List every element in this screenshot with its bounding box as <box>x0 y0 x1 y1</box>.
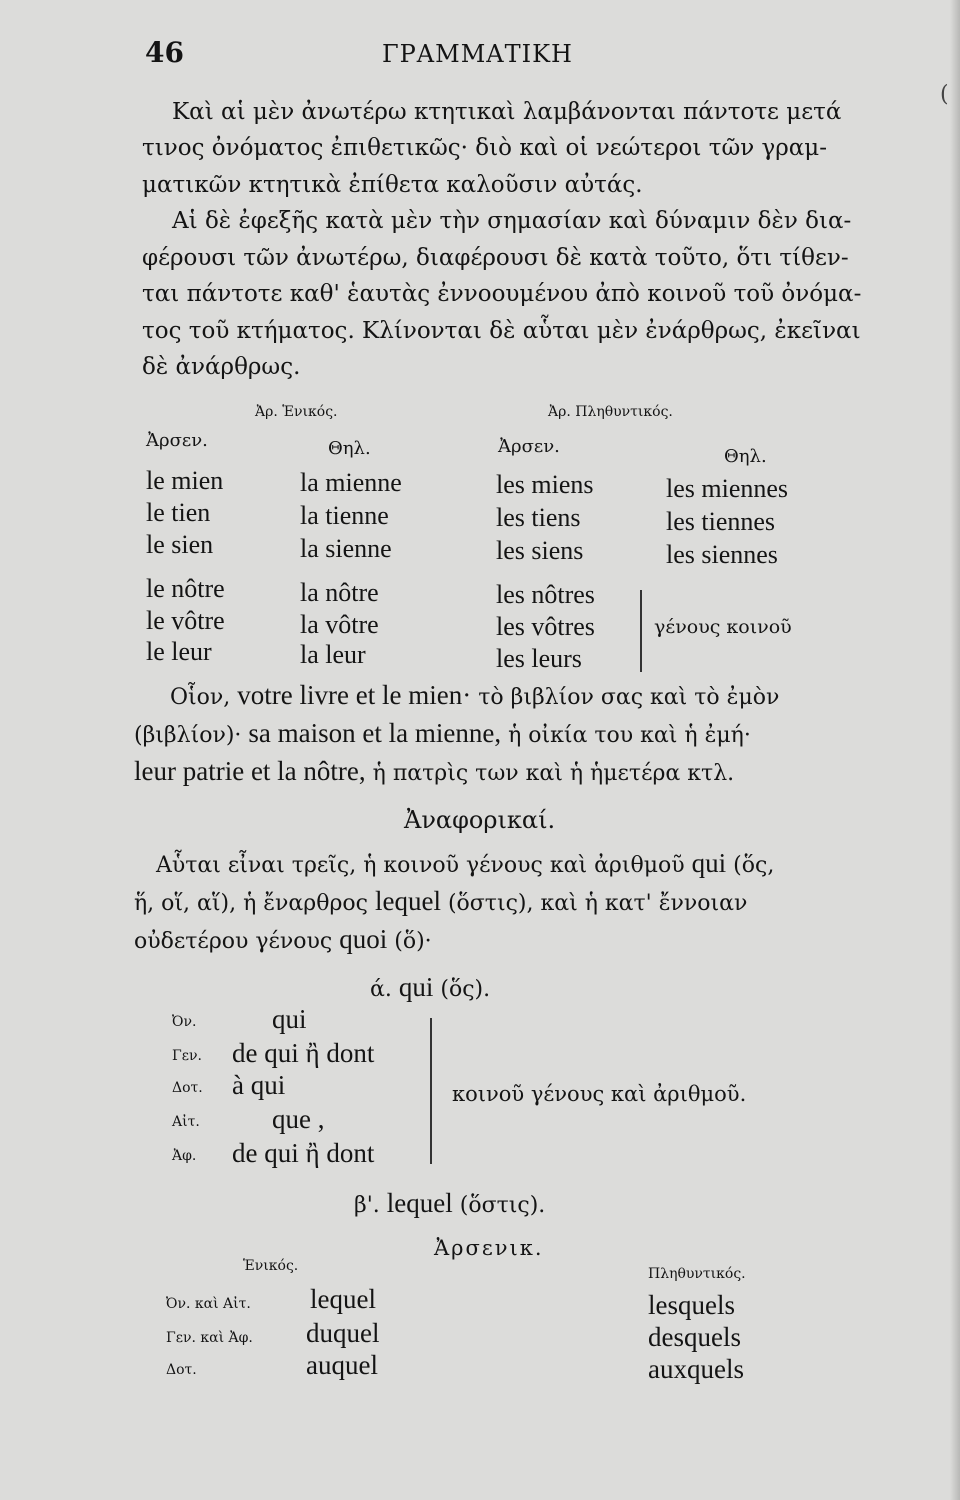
col-header-masc-pl: Ἀρσεν. <box>498 436 560 457</box>
row4-masc-sg: le nôtre <box>146 574 225 603</box>
lequel-case-1: Ὀν. καὶ Αἰτ. <box>166 1296 251 1312</box>
relatives-1-greek-2: (ὅς, <box>733 853 775 878</box>
example-3-greek: ἡ πατρὶς των καὶ ἡ ἡμετέρα κτλ. <box>372 761 735 786</box>
row5-masc-sg: le vôtre <box>146 606 225 635</box>
lequel-singular: Ἑνικός. <box>243 1258 299 1274</box>
lequel-plur-3: auxquels <box>648 1354 744 1384</box>
example-1-greek: τὸ βιβλίον σας καὶ τὸ ἐμὸν <box>478 685 780 710</box>
case-gen: Γεν. <box>172 1048 202 1064</box>
intro-line-8: δὲ ἀνάρθρως. <box>142 354 301 380</box>
relatives-3-french: quoi <box>339 924 388 954</box>
lequel-title <box>354 1188 545 1219</box>
page-edge-shadow <box>950 0 960 1500</box>
row1-fem-sg: la mienne <box>300 468 402 497</box>
lequel-plural: Πληθυντικός. <box>648 1266 746 1282</box>
common-gender-note: γένους κοινοῦ <box>654 616 792 638</box>
example-2-intro: (βιβλίον)· <box>134 723 242 748</box>
lequel-sing-1: lequel <box>310 1284 376 1314</box>
example-1-intro: Οἷον, <box>170 685 231 710</box>
relatives-3-greek-2: (ὅ)· <box>394 929 432 954</box>
case-abl: Ἀφ. <box>172 1148 197 1164</box>
row3-fem-pl: les siennes <box>666 540 778 569</box>
intro-line-2: τινος ὀνόματος ἐπιθετικῶς· διὸ καὶ οἱ νεώτεροι τῶν γραμ- <box>142 135 828 161</box>
qui-title <box>370 972 490 1003</box>
qui-brace <box>422 1018 432 1164</box>
row1-fem-pl: les miennes <box>666 474 789 503</box>
lequel-title-num: β'. <box>354 1193 380 1218</box>
form-acc: que , <box>272 1104 325 1134</box>
col-header-fem-sg: Θηλ. <box>328 438 371 459</box>
intro-line-1: Καὶ αἱ μὲν ἀνωτέρω κτητικαὶ λαμβάνονται πάντοτε μετά <box>172 99 842 125</box>
row6-masc-sg: le leur <box>146 637 212 666</box>
lequel-case-2: Γεν. καὶ Ἀφ. <box>166 1330 253 1346</box>
relatives-line-2 <box>134 886 747 917</box>
row3-fem-sg: la sienne <box>300 534 392 563</box>
case-acc: Αἰτ. <box>172 1114 200 1130</box>
example-3-french: leur patrie et la nôtre, <box>134 756 366 786</box>
row6-masc-pl: les leurs <box>496 644 582 673</box>
example-1-french: votre livre et le mien· <box>237 680 472 710</box>
intro-line-6: ται πάντοτε καθ' ἑαυτὰς ἐννοουμένου ἀπὸ κοινοῦ τοῦ ὀνόμα- <box>142 281 862 307</box>
form-dat: à qui <box>232 1070 286 1100</box>
row1-masc-pl: les miens <box>496 470 594 499</box>
relatives-2-greek-2: (ὅστις), καὶ ἡ κατ' ἔννοιαν <box>447 891 748 916</box>
singular-header: Ἀρ. Ἑνικός. <box>255 404 338 420</box>
row4-fem-sg: la nôtre <box>300 578 379 607</box>
col-header-masc-sg: Ἀρσεν. <box>146 430 208 451</box>
qui-title-french: qui <box>398 972 434 1002</box>
row5-masc-pl: les vôtres <box>496 612 595 641</box>
relatives-line-1 <box>156 848 774 879</box>
common-gender-brace <box>632 590 642 672</box>
example-line-2 <box>134 718 751 749</box>
qui-title-num: ά. <box>370 977 392 1002</box>
lequel-plur-1: lesquels <box>648 1290 735 1320</box>
form-nom: qui <box>272 1004 307 1034</box>
intro-line-4: Αἱ δὲ ἐφεξῆς κατὰ μὲν τὴν σημασίαν καὶ δύναμιν δὲν δια- <box>172 208 852 234</box>
relatives-3-greek: οὐδετέρου γένους <box>134 929 333 954</box>
row2-masc-pl: les tiens <box>496 503 581 532</box>
form-gen: de qui ἢ dont <box>232 1038 375 1068</box>
row2-masc-sg: le tien <box>146 498 211 527</box>
intro-line-7: τος τοῦ κτήματος. Κλίνονται δὲ αὗται μὲν ἐνάρθρως, ἐκεῖναι <box>142 318 861 344</box>
lequel-case-3: Δοτ. <box>166 1362 197 1378</box>
margin-mark: ( <box>940 82 949 107</box>
lequel-sing-3: auquel <box>306 1350 378 1380</box>
example-2-french: sa maison et la mienne, <box>248 718 502 748</box>
relatives-1-french: qui <box>691 848 727 878</box>
relatives-2-french: lequel <box>374 886 441 916</box>
relatives-line-3 <box>134 924 432 955</box>
col-header-fem-pl: Θηλ. <box>724 446 767 467</box>
row4-masc-pl: les nôtres <box>496 580 595 609</box>
lequel-title-french: lequel <box>386 1188 453 1218</box>
qui-note: κοινοῦ γένους καὶ ἀριθμοῦ. <box>452 1082 747 1106</box>
form-abl: de qui ἢ dont <box>232 1138 375 1168</box>
example-2-greek: ἡ οἰκία του καὶ ἡ ἐμή· <box>508 723 751 748</box>
example-line-1 <box>170 680 779 711</box>
case-nom: Ὀν. <box>172 1014 197 1030</box>
plural-header: Ἀρ. Πληθυντικός. <box>548 404 673 420</box>
intro-line-3: ματικῶν κτητικὰ ἐπίθετα καλοῦσιν αὐτάς. <box>142 172 643 198</box>
intro-line-5: φέρουσι τῶν ἀνωτέρω, διαφέρουσι δὲ κατὰ τοῦτο, ὅτι τίθεν- <box>142 245 849 271</box>
row2-fem-sg: la tienne <box>300 501 389 530</box>
lequel-plur-2: desquels <box>648 1322 741 1352</box>
lequel-sing-2: duquel <box>306 1318 380 1348</box>
relatives-1-greek: Αὗται εἶναι τρεῖς, ἡ κοινοῦ γένους καὶ ἀριθμοῦ <box>156 853 685 878</box>
running-title: ΓΡΑΜΜΑΤΙΚΗ <box>382 40 573 68</box>
example-line-3 <box>134 756 734 787</box>
relatives-heading: Ἀναφορικαί. <box>404 806 556 834</box>
relatives-2-greek: ἥ, οἵ, αἵ), ἡ ἔναρθρος <box>134 891 368 916</box>
lequel-title-greek: (ὅστις). <box>459 1193 546 1218</box>
row5-fem-sg: la vôtre <box>300 610 379 639</box>
row3-masc-sg: le sien <box>146 530 214 559</box>
row1-masc-sg: le mien <box>146 466 224 495</box>
case-dat: Δοτ. <box>172 1080 203 1096</box>
row3-masc-pl: les siens <box>496 536 584 565</box>
lequel-gender: Ἀρσενικ. <box>434 1236 544 1260</box>
row6-fem-sg: la leur <box>300 640 366 669</box>
page-number: 46 <box>145 36 184 69</box>
qui-title-greek: (ὅς). <box>440 977 491 1002</box>
row2-fem-pl: les tiennes <box>666 507 776 536</box>
